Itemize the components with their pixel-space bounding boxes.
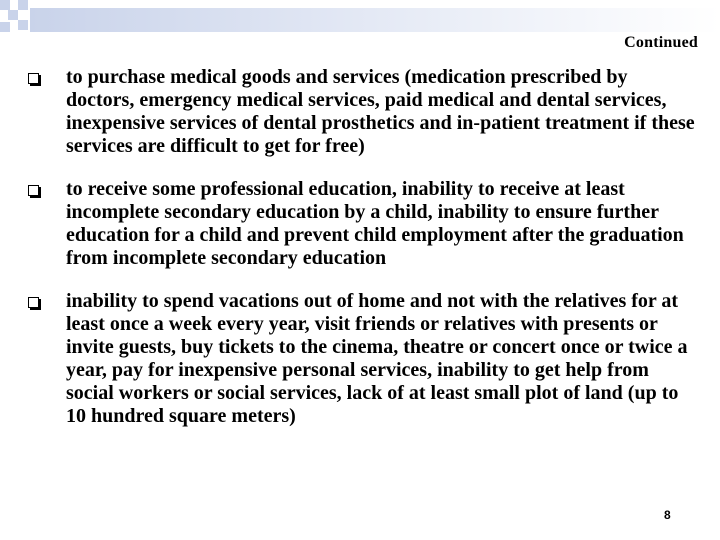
bullet-list bbox=[28, 66, 698, 448]
list-item bbox=[28, 66, 698, 158]
header-decoration bbox=[0, 0, 720, 36]
square-bullet-icon bbox=[28, 73, 39, 84]
continued-label: Continued bbox=[624, 34, 698, 51]
square-bullet-icon bbox=[28, 185, 39, 196]
list-item bbox=[28, 178, 698, 270]
list-item bbox=[28, 290, 698, 428]
square-bullet-icon bbox=[28, 297, 39, 308]
list-item-text: inability to spend vacations out of home and not with the relatives for at least once a week every year, visit friends or relatives with presents or invite guests, buy tickets to the cinema, theatre or concert once or twice a year, pay for inexpensive personal services, inability to get help from social workers or social services, lack of at least small plot of land (up to 10 hundred square meters) bbox=[66, 290, 688, 427]
list-item-text: to purchase medical goods and services (medication prescribed by doctors, emergency medical services, paid medical and dental services, inexpensive services of dental prosthetics and in-patient treatment if these services are difficult to get for free) bbox=[66, 66, 695, 157]
page-number: 8 bbox=[664, 508, 671, 522]
list-item-text: to receive some professional education, inability to receive at least incomplete secondary education by a child, inability to ensure further education for a child and prevent child employment after the graduation from incomplete secondary education bbox=[66, 178, 684, 269]
